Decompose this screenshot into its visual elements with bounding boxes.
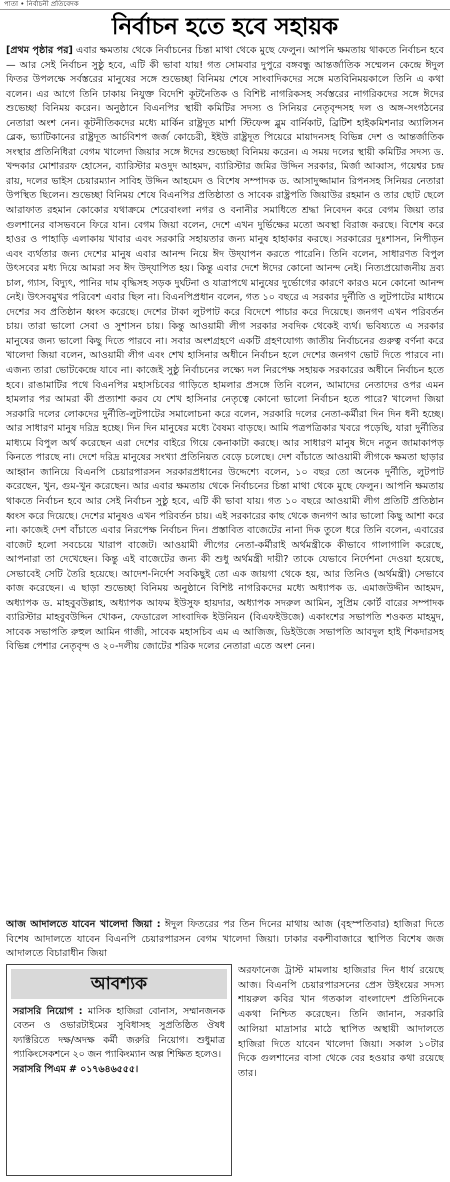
article-body bbox=[6, 44, 444, 916]
court-appearance-heading: আজ আদালতে যাবেন খালেদা জিয়া : bbox=[6, 919, 161, 930]
classified-ad-lead-in: সরাসরি নিয়োগ : bbox=[13, 1006, 83, 1017]
classified-ad-text: মাসিক হাজিরা বোনাস, সম্মানজনক বেতন ও ওভারটাইমের সুবিধাসহ সুপ্রতিষ্ঠিত ঔষধ ফ্যাক্টরিতে দক্ষ/অদক্ষ কর্মী জরুরি নিয়োগ। শুধুমাত্র প্যাকিংসেকশনে ২০ জন প্যাকিংম্যান অল্প শিক্ষিত হলেও। bbox=[13, 1006, 226, 1061]
classified-ad-title: আবশ্যক bbox=[11, 969, 227, 999]
article-lead-in: [প্রথম পৃষ্ঠার পর] bbox=[6, 45, 73, 56]
page-header: পাতা • নির্বাচনী প্রতিবেদক bbox=[0, 0, 450, 10]
court-appearance-section bbox=[6, 918, 444, 964]
classified-ad bbox=[6, 964, 232, 1176]
classified-ad-body bbox=[7, 1003, 231, 1079]
court-appearance-text: ঈদুল ফিতরের পর তিন দিনের মাথায় আজ (বৃহস্পতিবার) হাজিরা দিতে বিশেষ আদালতে যাবেন বিএনপি চেয়ারপারসন বেগম খালেদা জিয়া। ঢাকার বকশীবাজারে স্থাপিত বিশেষ জজ আদালতে বিচারাধীন জিয়া bbox=[6, 919, 444, 960]
headline: নির্বাচন হতে হবে সহায়ক bbox=[111, 13, 339, 40]
article-text: এবার ক্ষমতায় থেকে নির্বাচনের চিন্তা মাথা থেকে মুছে ফেলুন। আপনি ক্ষমতায় থাকতে নির্বাচন হবে— আর সেই নির্বাচন সুষ্ঠু হবে, এটি কী ভাবা যায়! গত সোমবার দুপুরে বঙ্গবন্ধু আন্তর্জাতিক সম্মেলন কেন্দ্রে ঈদুল ফিতর উপলক্ষে সর্বস্তরের মানুষের সঙ্গে শুভেচ্ছা বিনিময় শেষে সাংবাদিকদের সঙ্গে মতবিনিময়কালে তিনি এ কথা বলেন। এর আগে তিনি ঢাকায় নিযুক্ত বিদেশি কূটনৈতিক ও বিশিষ্ট নাগরিকসহ সর্বস্তরের নাগরিকদের সঙ্গে ঈদের শুভেচ্ছা বিনিময় করেন। অনুষ্ঠানে বিএনপির স্থায়ী কমিটির সদস্য ও সিনিয়র নেতৃবৃন্দসহ দল ও অঙ্গ-সংগঠনের নেতারা অংশ নেন। কূটনীতিকদের মধ্যে মার্কিন রাষ্ট্রদূত মার্শা স্টিফেন্স ব্লুম বার্নিকাট, ব্রিটিশ হাইকমিশনার অ্যালিসন ব্লেক, ভ্যাটিকানের রাষ্ট্রদূত আর্চবিশপ জর্জ কোচেরী, ইইউ রাষ্ট্রদূত পিয়েরে মায়াদনসহ বিভিন্ন দেশ ও আন্তর্জাতিক সংস্থার প্রতিনিধিরা বেগম খালেদা জিয়ার সঙ্গে ঈদের শুভেচ্ছা বিনিময় করেন। এ সময় দলের স্থায়ী কমিটির সদস্য ড. খন্দকার মোশাররফ হোসেন, ব্যারিস্টার মওদুদ আহমদ, ব্যারিস্টার জমির উদ্দিন সরকার, মির্জা আব্বাস, গয়েশ্বর চন্দ্র রায়, দলের ভাইস চেয়ারম্যান সাবিহ উদ্দিন আহমেদ ও বিশেষ সম্পাদক ড. আসাদুজ্জামান রিপনসহ সিনিয়র নেতারা উপস্থিত ছিলেন। শুভেচ্ছা বিনিময় শেষে বিএনপির প্রতিষ্ঠাতা ও সাবেক রাষ্ট্রপতি জিয়াউর রহমান ও তার ছোট ছেলে আরাফাত রহমান কোকোর যথাক্রমে শেরেবাংলা নগর ও বনানীর সমাধিতে শ্রদ্ধা নিবেদন করে বেগম জিয়া তার গুলশানের বাসভবনে ফিরে যান। বেগম জিয়া বলেন, দেশে এখন দুর্ভিক্ষের মতো অবস্থা বিরাজ করছে। বিশেষ করে হাওর ও পাহাড়ি এলাকায় খাবার এবং সরকারি সহায়তার জন্য মানুষ হাহাকার করছে। সরকারের দুঃশাসন, নিপীড়ন এবং ব্যর্থতার জন্য দেশের মানুষ এবার আনন্দ নিয়ে ঈদ উদ্‌যাপন করতে পারেনি। তিনি বলেন, সাধারণত বিপুল উৎসবের মধ্য দিয়ে আমরা সব ঈদ উদ্‌যাপিত হয়। কিন্তু এবার দেশে ঈদের কোনো আনন্দ নেই। নিত্যপ্রয়োজনীয় দ্রব্য চাল, গ্যাস, বিদ্যুৎ, পানির দাম বৃদ্ধিসহ সড়ক দুর্ঘটনা ও যাত্রাপথে মানুষের দুর্ভোগের কারণে কারও মনে কোনো আনন্দ নেই। উৎসবমুখর পরিবেশ এবার ছিল না। বিএনপিপ্রধান বলেন, গত ১০ বছরে এ সরকার দুর্নীতি ও লুটপাটের মাধ্যমে দেশের সব প্রতিষ্ঠান ধ্বংস করেছে। দেশের টাকা লুটপাট করে বিদেশে পাচার করে দিয়েছে। জনগণ এখন পরিবর্তন চায়। তারা ভালো সেবা ও সুশাসন চায়। কিন্তু আওয়ামী লীগ সরকার সবদিক থেকেই ব্যর্থ। ভবিষ্যতে এ সরকার মানুষের জন্য ভালো কিছু দিতে পারবে না। সবার অংশগ্রহণে একটি গ্রহণযোগ্য জাতীয় নির্বাচনের গুরুত্ব বর্ণনা করে খালেদা জিয়া বলেন, আওয়ামী লীগ এবং শেখ হাসিনার অধীনে নির্বাচন হলে দেশের জনগণ ভোট দিতে পারবে না। এজন্য তারা ভোটকেন্দ্রে যাবে না। কাজেই সুষ্ঠু নির্বাচনের লক্ষ্যে দল নিরপেক্ষ সহায়ক সরকারের অধীনে নির্বাচন হতে হবে। রাঙামাটির পথে বিএনপির মহাসচিবের গাড়িতে হামলার প্রসঙ্গে তিনি বলেন, আমাদের নেতাদের ওপর এমন হামলার পর আমরা কী প্রত্যাশা করব যে শেখ হাসিনার নেতৃত্বে কোনো ভালো নির্বাচন হতে পারে? খালেদা জিয়া সরকারি দলের লোকদের দুর্নীতি-লুটপাটের সমালোচনা করে বলেন, সরকারি দলের নেতা-কর্মীরা দিন দিন ধনী হচ্ছে। আর সাধারণ মানুষ দরিদ্র হচ্ছে। দিন দিন মানুষের মধ্যে বৈষম্য বাড়ছে। আমি পত্রপত্রিকার খবরে পড়েছি, যারা দুর্নীতির মাধ্যমে বিপুল অর্থ করেছেন এরা দেশের বাইরে গিয়ে কেনাকাটা করছে। আর সাধারণ মানুষ ঈদে নতুন জামাকাপড় কিনতে পারছে না। দেশে দরিদ্র মানুষের সংখ্যা প্রতিনিয়ত বেড়ে চলেছে। দেশ বাঁচাতে আওয়ামী লীগকে ক্ষমতা ছাড়ার আহ্বান জানিয়ে বিএনপি চেয়ারপারসন সরকারপ্রধানের উদ্দেশ্যে বলেন, ১০ বছর তো অনেক দুর্নীতি, লুটপাট করেছেন, খুন, গুম-খুন করেছেন। আর এবার ক্ষমতায় থেকে নির্বাচনের চিন্তা মাথা থেকে মুছে ফেলুন। আপনি ক্ষমতায় থাকতে নির্বাচন হবে আর সেই নির্বাচন সুষ্ঠু হবে, এটি কী ভাবা যায়। গত ১০ বছরে আওয়ামী লীগ প্রতিটি প্রতিষ্ঠান ধ্বংস করে দিয়েছে। দেশের মানুষও এখন পরিবর্তন চায়। এই সরকারের কাছ থেকে জনগণ আর ভালো কিছু আশা করে না। কাজেই দেশ বাঁচাতে এবার নিরপেক্ষ নির্বাচন দিন। প্রস্তাবিত বাজেটের নানা দিক তুলে ধরে তিনি বলেন, এবারের বাজেট হলো সবচেয়ে খারাপ বাজেট। আওয়ামী লীগের নেতা-কর্মীরাই অর্থমন্ত্রীকে কীভাবে গালাগালি করেছে, আপনারা তা দেখেছেন। কিন্তু এই বাজেটের জন্য কী শুধু অর্থমন্ত্রী দায়ী? তাকে যেভাবে নির্দেশনা দেওয়া হয়েছে, সেভাবেই সেটি তৈরি হয়েছে। আদেশ-নির্দেশ সবকিছুই তো এক জায়গা থেকে হয়, আর তিনিও (অর্থমন্ত্রী) সেভাবে কাজ করেছেন। এ ছাড়া শুভেচ্ছা বিনিময় অনুষ্ঠানে বিশিষ্ট নাগরিকদের মধ্যে অধ্যাপক ড. এমাজউদ্দীন আহমদ, অধ্যাপক ড. মাহবুবউল্লাহ, অধ্যাপক আফম ইউসুফ হায়দার, অধ্যাপক সদরুল আমিন, সুপ্রিম কোর্ট বারের সম্পাদক ব্যারিস্টার মাহবুবউদ্দিন খোকন, ফেডারেল সাংবাদিক ইউনিয়ন (বিএফইউজে) একাংশের সভাপতি শওকত মাহমুদ, সাবেক সভাপতি রুহুল আমিন গাজী, সাবেক মহাসচিব এম এ আজিজ, ডিইউজে সভাপতি আবদুল হাই শিকদারসহ বিভিন্ন পেশার নেতৃবৃন্দ ও ২০-দলীয় জোটের শরিক দলের নেতারা এতে অংশ নেন। bbox=[6, 45, 444, 653]
classified-ad-contact: সরাসরি পিএম # ০১৭৬৪৬৫৫৫। bbox=[13, 1063, 139, 1075]
article-paragraph bbox=[6, 44, 444, 655]
court-appearance-continuation: অরফানেজ ট্রাস্ট মামলায় হাজিরার দিন ধার্য রয়েছে আজ। বিএনপি চেয়ারপারসনের প্রেস উইংয়ের সদস্য শায়রুল কবির খান গতকাল বাংলাদেশ প্রতিদিনকে একথা নিশ্চিত করেছেন। তিনি জানান, সরকারি আলিয়া মাদ্রাসার মাঠে স্থাপিত অস্থায়ী আদালতে হাজিরা দিতে যাবেন খালেদা জিয়া। সকাল ১০টার দিকে গুলশানের বাসা থেকে বের হওয়ার কথা রয়েছে তার। bbox=[238, 965, 444, 1079]
